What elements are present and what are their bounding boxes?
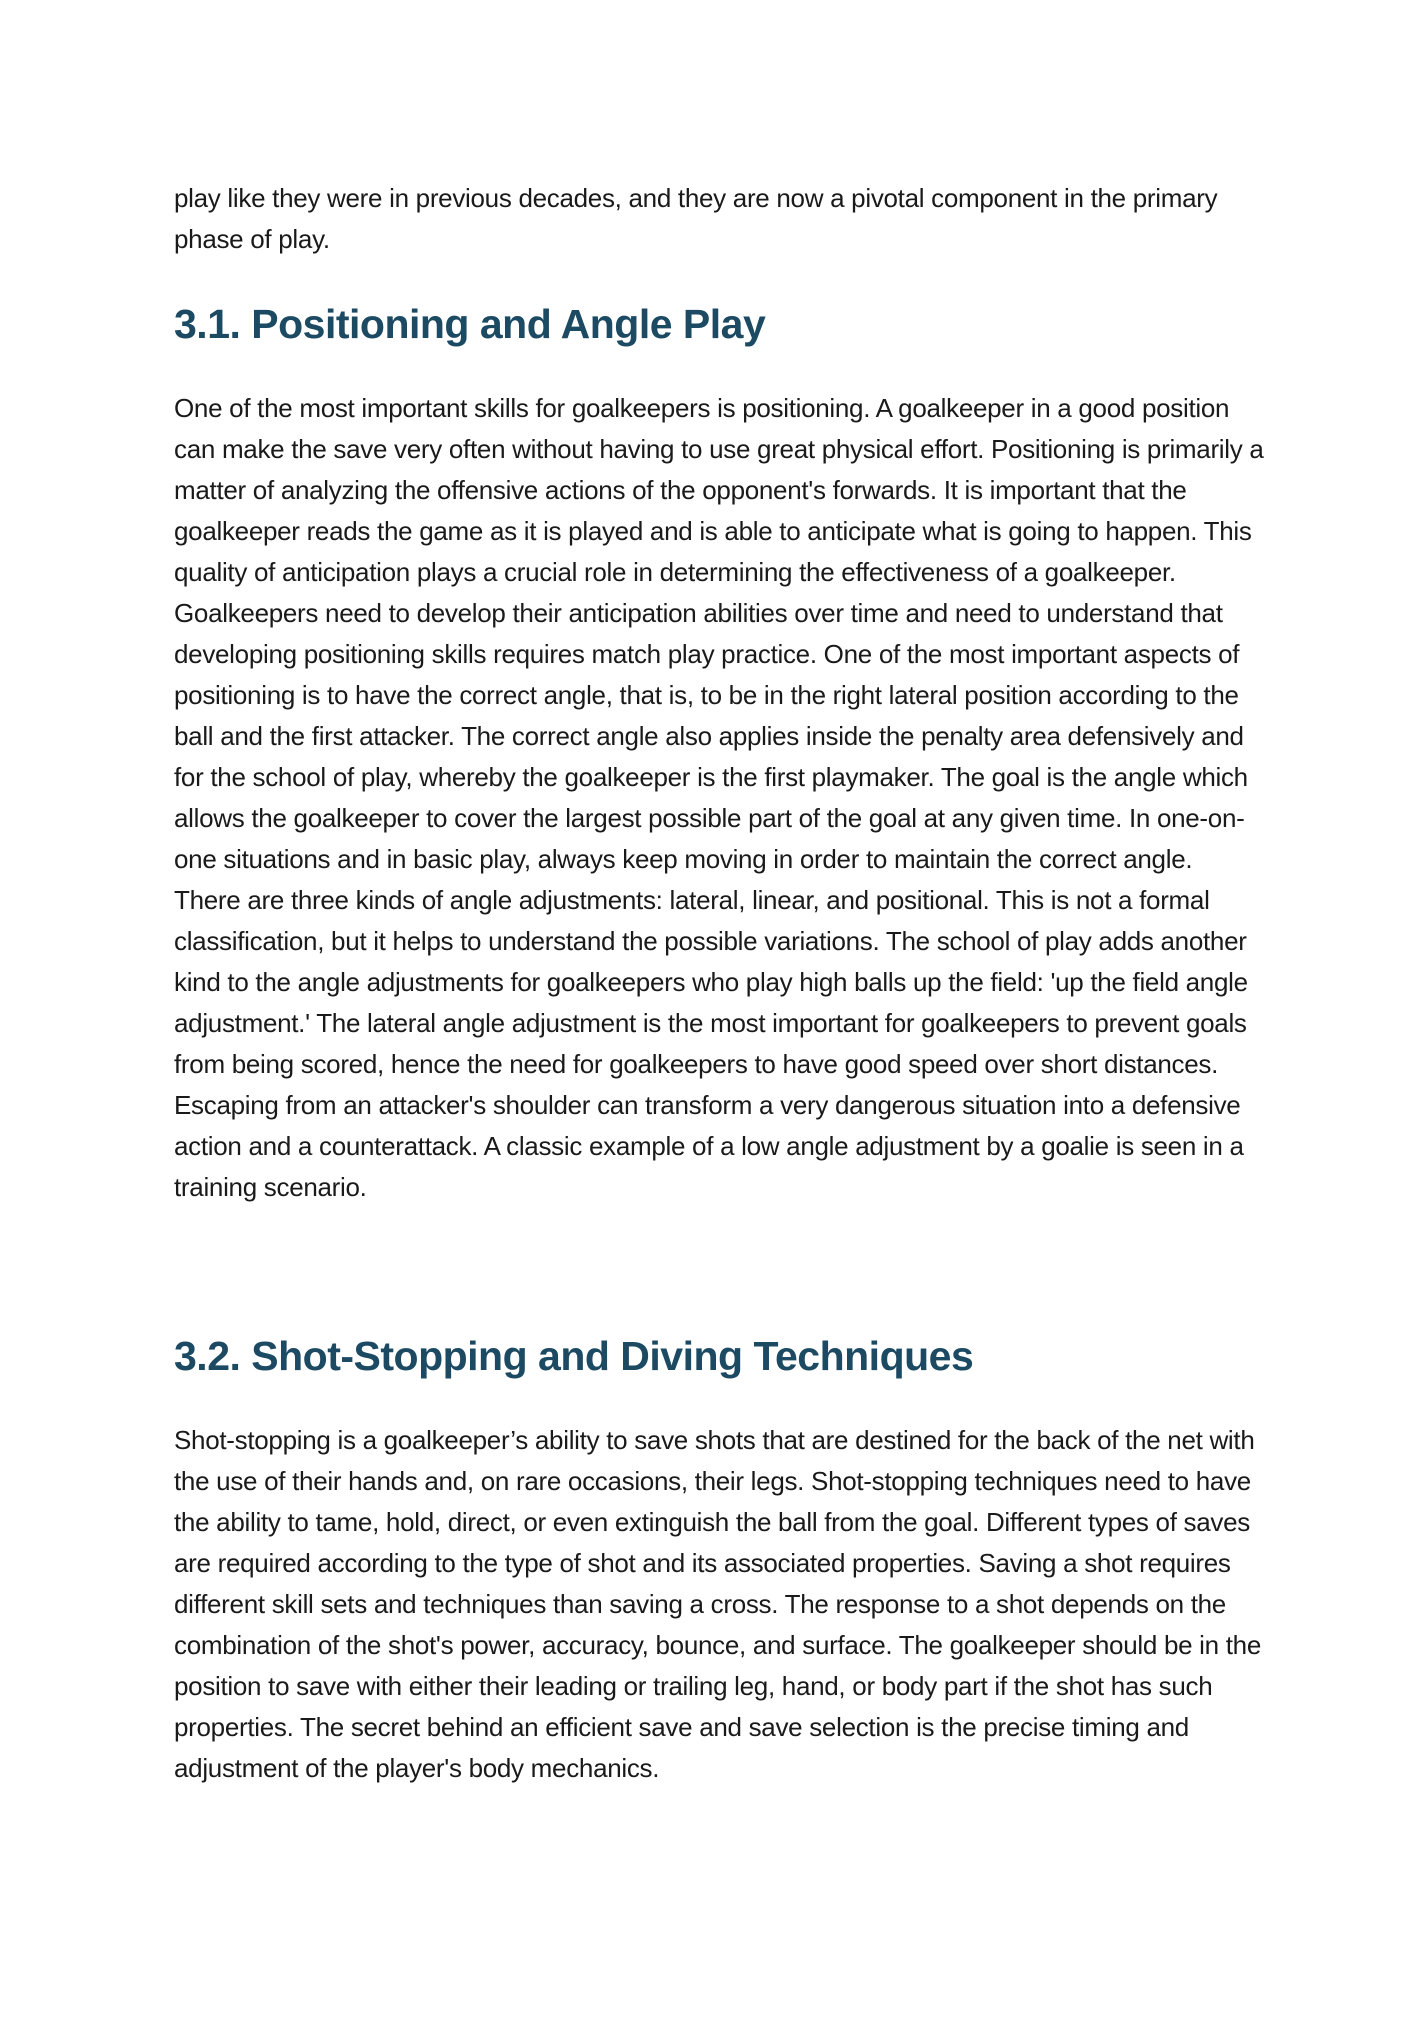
section-positioning [174,298,1264,1208]
intro-paragraph: play like they were in previous decades, and they are now a pivotal component in the primary phase of play. [174,183,1218,254]
section-heading-positioning: 3.1. Positioning and Angle Play [174,301,766,347]
section-shot-stopping [174,1330,1264,1789]
section-paragraph-positioning: One of the most important skills for goalkeepers is positioning. A goalkeeper in a good position can make the save very often without having to use great physical effort. Positioning is primarily a matter of analyzing the offensive actions of the opponent's forwards. It is important that the goalkeeper reads the game as it is played and is able to anticipate what is going to happen. This quality of anticipation plays a crucial role in determining the effectiveness of a goalkeeper. Goalkeepers need to develop their anticipation abilities over time and need to understand that developing positioning skills requires match play practice. One of the most important aspects of positioning is to have the correct angle, that is, to be in the right lateral position according to the ball and the first attacker. The correct angle also applies inside the penalty area defensively and for the school of play, whereby the goalkeeper is the first playmaker. The goal is the angle which allows the goalkeeper to cover the largest possible part of the goal at any given time. In one-on-one situations and in basic play, always keep moving in order to maintain the correct angle. There are three kinds of angle adjustments: lateral, linear, and positional. This is not a formal classification, but it helps to understand the possible variations. The school of play adds another kind to the angle adjustments for goalkeepers who play high balls up the field: 'up the field angle adjustment.' The lateral angle adjustment is the most important for goalkeepers to prevent goals from being scored, hence the need for goalkeepers to have good speed over short distances. Escaping from an attacker's shoulder can transform a very dangerous situation into a defensive action and a counterattack. A classic example of a low angle adjustment by a goalie is seen in a training scenario. [174,393,1264,1202]
section-paragraph-shot-stopping: Shot-stopping is a goalkeeper’s ability to save shots that are destined for the back of the net with the use of their hands and, on rare occasions, their legs. Shot-stopping techniques need to have the ability to tame, hold, direct, or even extinguish the ball from the goal. Different types of saves are required according to the type of shot and its associated properties. Saving a shot requires different skill sets and techniques than saving a cross. The response to a shot depends on the combination of the shot's power, accuracy, bounce, and surface. The goalkeeper should be in the position to save with either their leading or trailing leg, hand, or body part if the shot has such properties. The secret behind an efficient save and save selection is the precise timing and adjustment of the player's body mechanics. [174,1425,1261,1783]
section-heading-shot-stopping: 3.2. Shot-Stopping and Diving Techniques [174,1333,974,1379]
document-page [174,178,1264,1789]
